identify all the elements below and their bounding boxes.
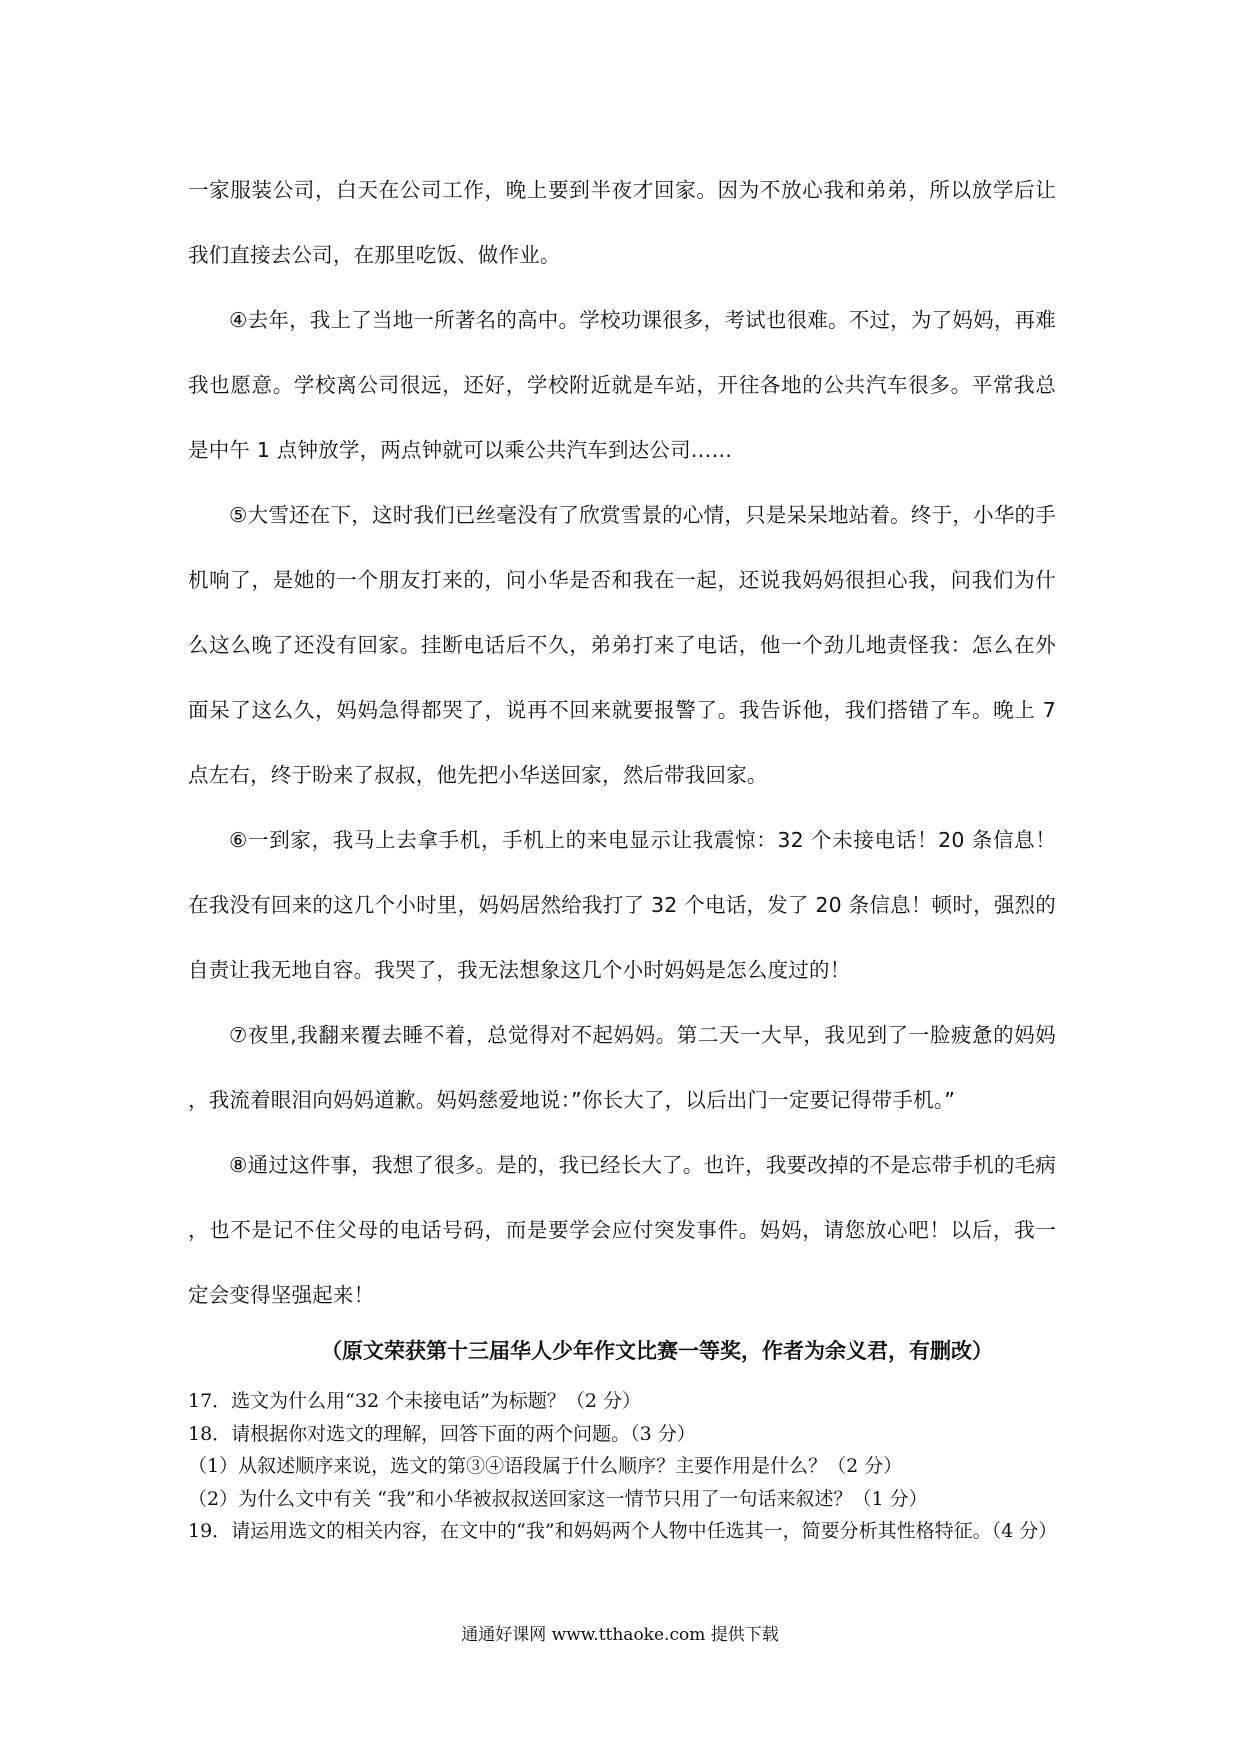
source-note: （原文荣获第十三届华人少年作文比赛一等奖，作者为余义君，有删改） xyxy=(321,1339,993,1363)
question-18-part-2: （2）为什么文中有关 “我”和小华被叔叔送回家这一情节只用了一句话来叙述？（1 分） xyxy=(188,1487,928,1510)
paragraph-8: ⑧通过这件事，我想了很多。是的，我已经长大了。也许，我要改掉的不是忘带手机的毛病，也不是记不住父母的电话号码，而是要学会应付突发事件。妈妈，请您放心吧！以后，我一定会变得坚强起来！ xyxy=(188,1153,1056,1307)
story-text xyxy=(188,158,1056,1328)
paragraph-6: ⑥一到家，我马上去拿手机，手机上的来电显示让我震惊：32 个未接电话！20 条信息！在我没有回来的这几个小时里，妈妈居然给我打了 32 个电话，发了 20 条信息！顿时，强烈的自责让我无地自容。我哭了，我无法想象这几个小时妈妈是怎么度过的！ xyxy=(188,828,1056,982)
paragraph-4: ④去年，我上了当地一所著名的高中。学校功课很多，考试也很难。不过，为了妈妈，再难我也愿意。学校离公司很远，还好，学校附近就是车站，开往各地的公共汽车很多。平常我总是中午 1 点钟放学，两点钟就可以乘公共汽车到达公司…… xyxy=(188,308,1056,462)
question-17: 17．选文为什么用“32 个未接电话”为标题？（2 分） xyxy=(188,1390,641,1412)
paragraph-continued: 一家服装公司，白天在公司工作，晚上要到半夜才回家。因为不放心我和弟弟，所以放学后让我们直接去公司，在那里吃饭、做作业。 xyxy=(188,178,1056,267)
question-19: 19．请运用选文的相关内容，在文中的“我”和妈妈两个人物中任选其一，简要分析其性格特征。（4 分） xyxy=(188,1520,1058,1542)
page-footer: 通通好课网 www.tthaoke.com 提供下载 xyxy=(461,1625,779,1645)
paragraph-5: ⑤大雪还在下，这时我们已丝毫没有了欣赏雪景的心情，只是呆呆地站着。终于，小华的手机响了，是她的一个朋友打来的，问小华是否和我在一起，还说我妈妈很担心我，问我们为什么这么晚了还没有回家。挂断电话后不久，弟弟打来了电话，他一个劲儿地责怪我：怎么在外面呆了这么久，妈妈急得都哭了，说再不回来就要报警了。我告诉他，我们搭错了车。晚上 7 点左右，终于盼来了叔叔，他先把小华送回家，然后带我回家。 xyxy=(188,503,1056,787)
paragraph-7: ⑦夜里,我翻来覆去睡不着，总觉得对不起妈妈。第二天一大早，我见到了一脸疲惫的妈妈，我流着眼泪向妈妈道歉。妈妈慈爱地说：”你长大了，以后出门一定要记得带手机。” xyxy=(188,1023,1056,1112)
question-18-part-1: （1）从叙述顺序来说，选文的第③④语段属于什么顺序？主要作用是什么？（2 分） xyxy=(188,1455,903,1477)
question-list xyxy=(188,1385,1056,1548)
question-18: 18．请根据你对选文的理解，回答下面的两个问题。（3 分） xyxy=(188,1422,696,1445)
